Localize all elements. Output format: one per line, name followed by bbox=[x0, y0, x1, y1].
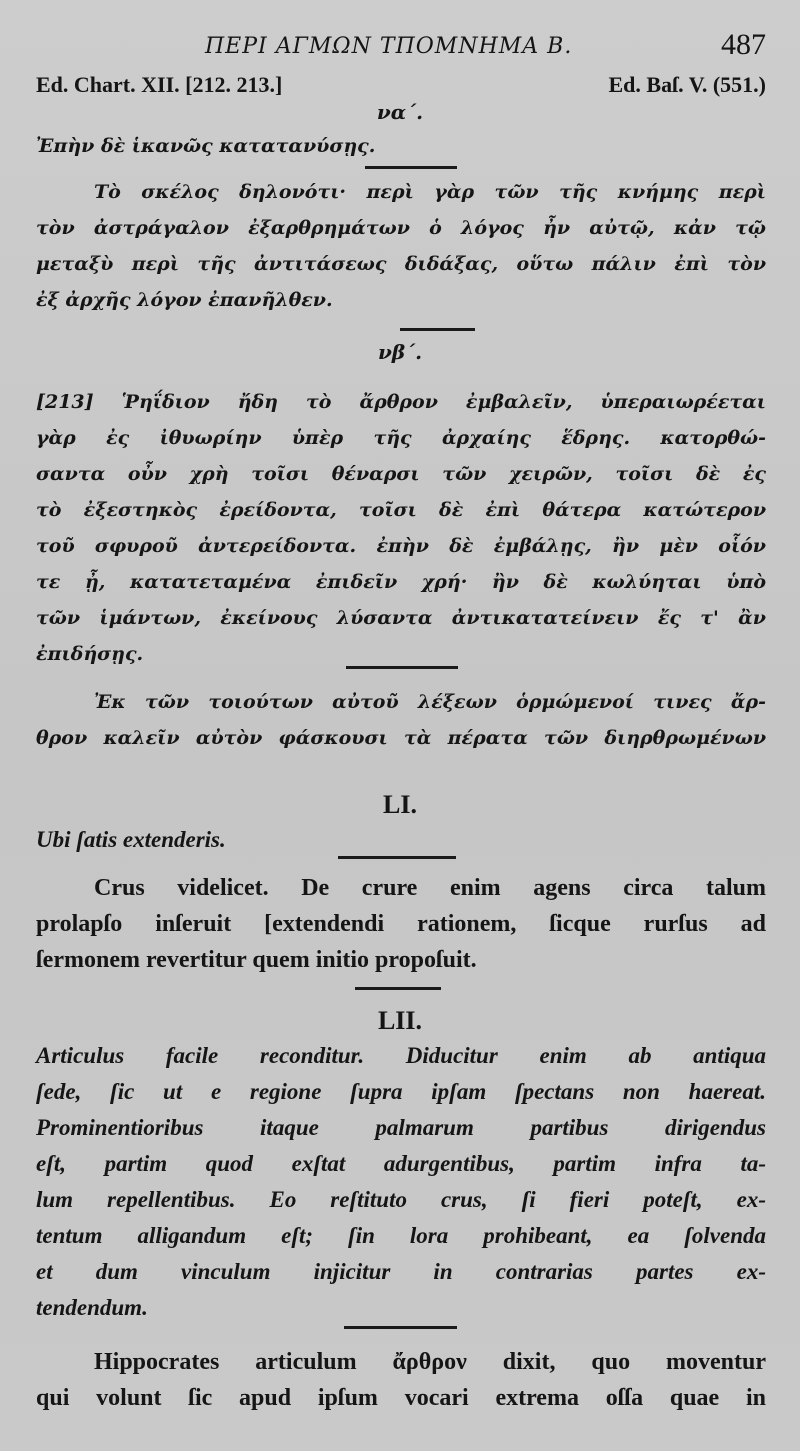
section-number-nb: νβ΄. bbox=[377, 340, 423, 364]
commentary-line: Hippocrates articulum ἄρθρον dixit, quo moventur bbox=[94, 1349, 766, 1375]
lemma-line: [213] Ῥηΐδιον ἤδη τὸ ἄρθρον ἐμβαλεῖν, ὑπεραιωρέεται bbox=[36, 391, 766, 413]
commentary-line: ἐξ ἀρχῆς λόγον ἐπανῆλθεν. bbox=[36, 289, 333, 311]
edition-chart-ref: Ed. Chart. XII. [212. 213.] bbox=[36, 72, 283, 97]
commentary-na bbox=[36, 174, 766, 318]
lemma-line: τῶν ἱμάντων, ἐκείνους λύσαντα ἀντικατατείνειν ἔς τ' ἂν bbox=[36, 607, 766, 629]
section-divider bbox=[365, 166, 457, 169]
section-divider bbox=[355, 987, 441, 990]
commentary-li bbox=[36, 870, 766, 978]
commentary-line: Crus videlicet. De crure enim agens circa talum bbox=[94, 875, 766, 901]
lemma-nb bbox=[36, 384, 766, 672]
lemma-na bbox=[36, 128, 766, 164]
lemma-li bbox=[36, 822, 766, 858]
lemma-line: γὰρ ἐς ἰθυωρίην ὑπὲρ τῆς ἀρχαίης ἕδρης. κατορθώ- bbox=[36, 427, 766, 449]
lemma-line: Ἐπὴν δὲ ἱκανῶς κατατανύσῃς. bbox=[36, 135, 376, 157]
lemma-line: tentum alligandum eſt; ſin lora prohibeant, ea ſolvenda bbox=[36, 1223, 766, 1248]
lemma-line: et dum vinculum injicitur in contrarias partes ex- bbox=[36, 1259, 766, 1284]
lemma-line: ſede, ſic ut e regione ſupra ipſam ſpectans non haereat. bbox=[36, 1079, 766, 1104]
running-title: ΠΕΡΙ ΑΓΜΩΝ ΤΠΟΜΝΗΜΑ Β. bbox=[205, 34, 573, 59]
lemma-line: Articulus facile reconditur. Diducitur enim ab antiqua bbox=[36, 1043, 766, 1068]
lemma-line: eſt, partim quod exſtat adurgentibus, partim infra ta- bbox=[36, 1151, 766, 1176]
commentary-line: τὸν ἀστράγαλον ἐξαρθρημάτων ὁ λόγος ἦν αὐτῷ, κἀν τῷ bbox=[36, 217, 766, 239]
section-divider bbox=[400, 328, 475, 331]
running-head bbox=[0, 28, 800, 68]
section-divider bbox=[346, 666, 458, 669]
commentary-line: prolapſo inſeruit [extendendi rationem, ſicque rurſus ad bbox=[36, 911, 766, 937]
section-divider bbox=[338, 856, 456, 859]
lemma-line: ἐπιδήσῃς. bbox=[36, 643, 144, 665]
commentary-line: Τὸ σκέλος δηλονότι· περὶ γὰρ τῶν τῆς κνήμης περὶ bbox=[94, 181, 766, 203]
lemma-line: tendendum. bbox=[36, 1295, 148, 1320]
lemma-line: Prominentioribus itaque palmarum partibus dirigendus bbox=[36, 1115, 766, 1140]
lemma-line: lum repellentibus. Eo reſtituto crus, ſi fieri poteſt, ex- bbox=[36, 1187, 766, 1212]
lemma-lii bbox=[36, 1038, 766, 1326]
commentary-line: θρον καλεῖν αὐτὸν φάσκουσι τὰ πέρατα τῶν διηρθρωμένων bbox=[36, 727, 766, 749]
lemma-line: τοῦ σφυροῦ ἀντερείδοντα. ἐπὴν δὲ ἐμβάλῃς, ἢν μὲν οἷόν bbox=[36, 535, 766, 557]
lemma-line: σαντα οὖν χρὴ τοῖσι θέναρσι τῶν χειρῶν, τοῖσι δὲ ἐς bbox=[36, 463, 766, 485]
commentary-lii bbox=[36, 1344, 766, 1416]
edition-basel-ref: Ed. Baſ. V. (551.) bbox=[608, 72, 766, 97]
commentary-line: μεταξὺ περὶ τῆς ἀντιτάσεως διδάξας, οὕτω πάλιν ἐπὶ τὸν bbox=[36, 253, 766, 275]
page-number: 487 bbox=[721, 28, 766, 61]
commentary-line: ſermonem revertitur quem initio propoſuit. bbox=[36, 947, 477, 973]
edition-line bbox=[36, 72, 766, 102]
section-number-lii: LII. bbox=[377, 1006, 423, 1035]
commentary-line: qui volunt ſic apud ipſum vocari extrema oſſa quae in bbox=[36, 1385, 766, 1411]
lemma-line: Ubi ſatis extenderis. bbox=[36, 827, 226, 852]
section-divider bbox=[344, 1326, 457, 1329]
commentary-nb bbox=[36, 684, 766, 756]
section-number-li: LI. bbox=[383, 790, 417, 819]
lemma-line: τε ᾖ, κατατεταμένα ἐπιδεῖν χρή· ἢν δὲ κωλύηται ὑπὸ bbox=[36, 571, 766, 593]
section-number-na: να΄. bbox=[376, 100, 424, 124]
lemma-line: τὸ ἐξεστηκὸς ἐρείδοντα, τοῖσι δὲ ἐπὶ θάτερα κατώτερον bbox=[36, 499, 766, 521]
commentary-line: Ἐκ τῶν τοιούτων αὐτοῦ λέξεων ὁρμώμενοί τινες ἄρ- bbox=[94, 691, 766, 713]
